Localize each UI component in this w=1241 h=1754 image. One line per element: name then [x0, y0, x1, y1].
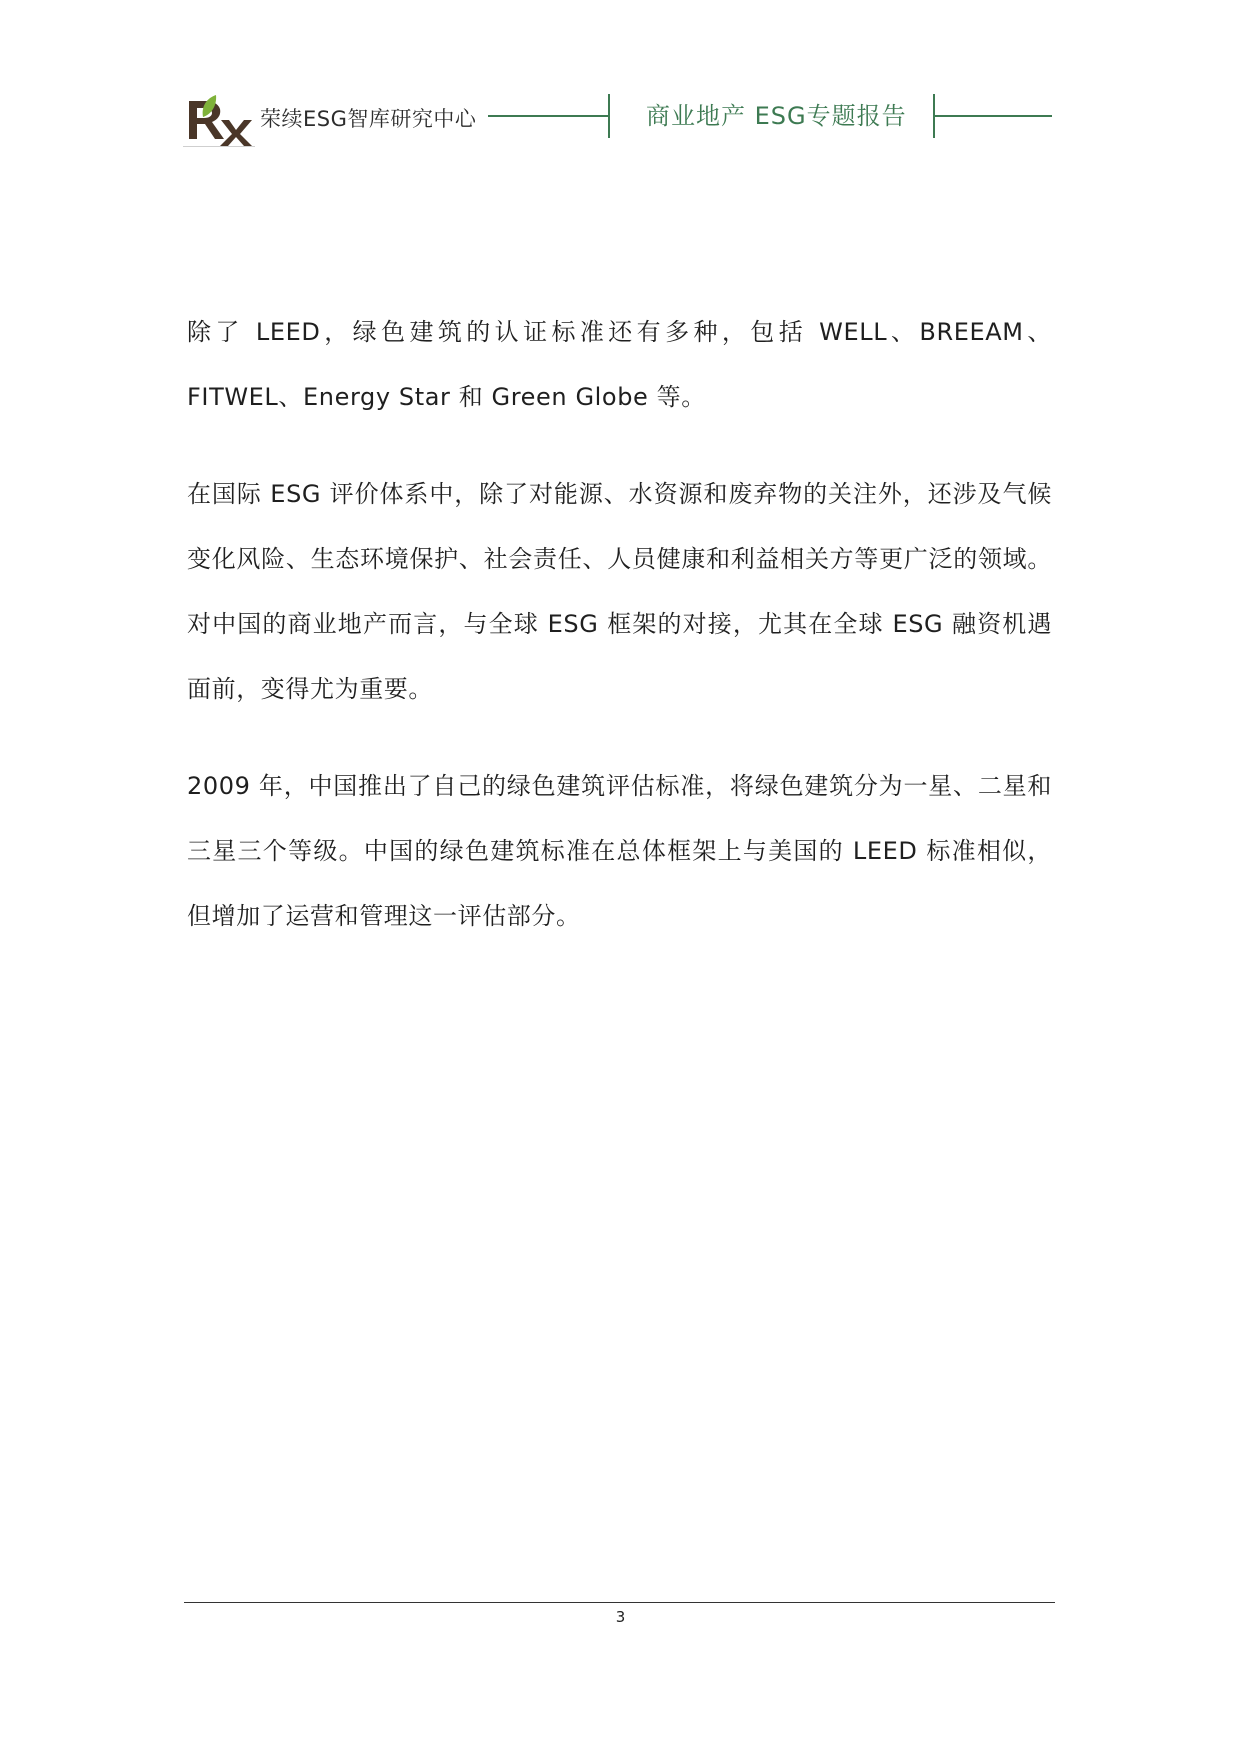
footer-rule: [184, 1602, 1055, 1603]
logo-underline: [183, 146, 255, 147]
body-paragraph: 在国际 ESG 评价体系中，除了对能源、水资源和废弃物的关注外，还涉及气候变化风险、生态环境保护、社会责任、人员健康和利益相关方等更广泛的领域。对中国的商业地产而言，与全球 ESG 框架的对接，尤其在全球 ESG 融资机遇面前，变得尤为重要。: [187, 480, 1052, 703]
page-header: [0, 0, 1241, 160]
header-rule-left: [488, 115, 608, 117]
report-title: 商业地产 ESG专题报告: [646, 102, 907, 130]
body-paragraph: 2009 年，中国推出了自己的绿色建筑评估标准，将绿色建筑分为一星、二星和三星三个等级。中国的绿色建筑标准在总体框架上与美国的 LEED 标准相似，但增加了运营和管理这一评估部分。: [187, 772, 1052, 930]
body-content: [187, 300, 1052, 981]
page-number: 3: [615, 1608, 626, 1626]
logo-letter-x: [220, 120, 252, 146]
org-name: 荣续ESG智库研究中心: [260, 107, 477, 131]
body-paragraph: 除了 LEED，绿色建筑的认证标准还有多种，包括 WELL、BREEAM、FITWEL、Energy Star 和 Green Globe 等。: [187, 318, 1052, 411]
header-rule-right: [935, 115, 1052, 117]
header-tick-left: [608, 94, 610, 138]
rx-logo: [183, 93, 255, 147]
